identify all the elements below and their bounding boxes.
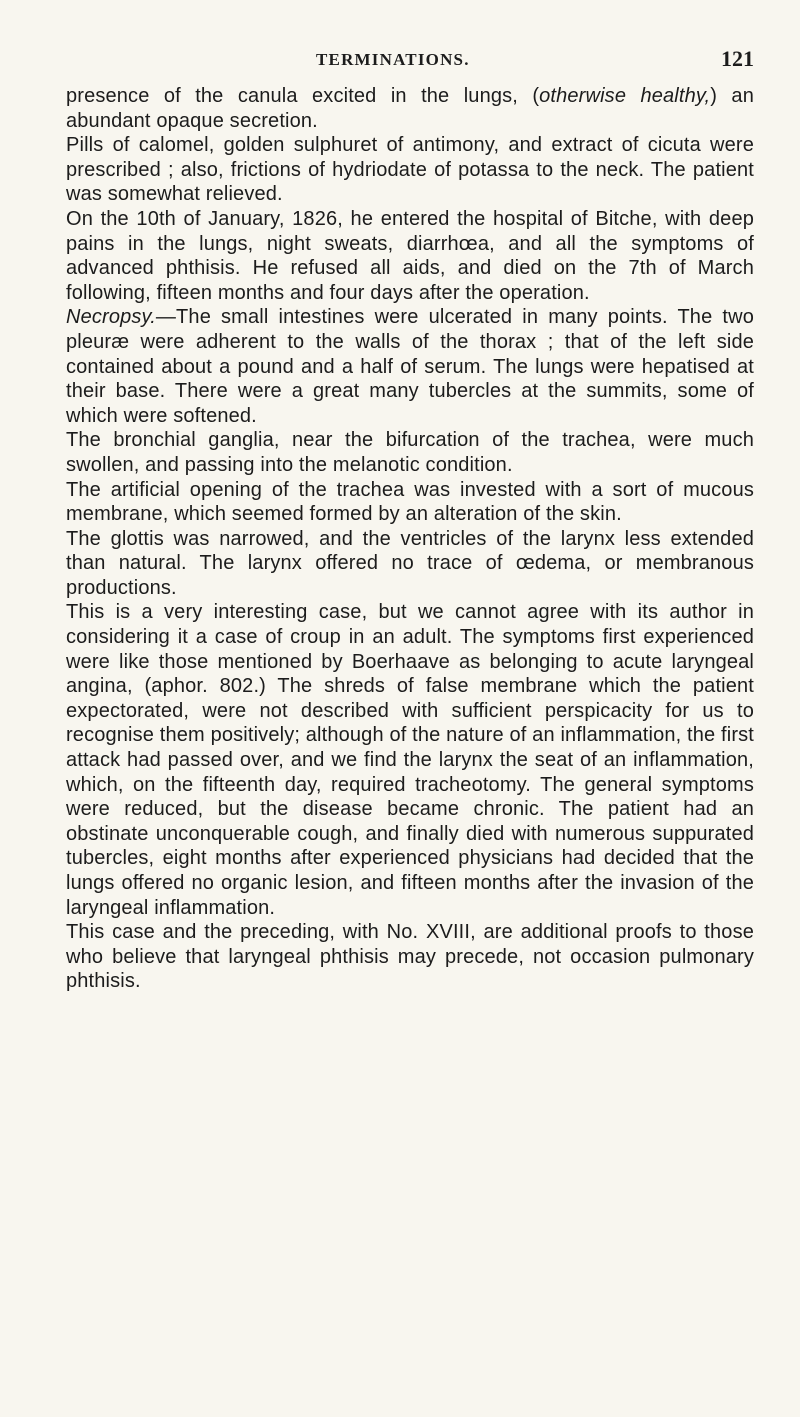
paragraph-5: The bronchial ganglia, near the bifurcation of the trachea, were much swollen, and passing into the melanotic condition. [66,429,754,476]
paragraph-6: The artificial opening of the trachea was invested with a sort of mucous membrane, which seemed formed by an alteration of the skin. [66,478,754,526]
page-header [64,46,754,78]
paragraph-necropsy: Necropsy.—The small intestines were ulcerated in many points. The two pleuræ were adherent to the walls of the thorax ; that of the left side contained about a pound and a half of serum. The lungs were hepatised at their base. There were a great many tubercles at the summits, some of which were softened. [66,306,754,427]
paragraph-7: The glottis was narrowed, and the ventricles of the larynx less extended than natural. The larynx offered no trace of œdema, or membranous productions. [66,527,754,599]
page-number: 121 [721,46,754,71]
paragraph-1: presence of the canula excited in the lungs, (otherwise healthy,) an abundant opaque secretion. [66,85,754,132]
paragraph-9: This case and the preceding, with No. XVIII, are additional proofs to those who believe that laryngeal phthisis may precede, not occasion pulmonary phthisis. [66,921,754,993]
italic-phrase: otherwise healthy, [539,85,711,107]
running-head: TERMINATIONS. [316,50,470,69]
paragraph-2: Pills of calomel, golden sulphuret of antimony, and extract of cicuta were prescribed ; also, frictions of hydriodate of potassa to the neck. The patient was somewhat relieved. [66,134,754,206]
body-text [66,84,754,994]
paragraph-8: This is a very interesting case, but we cannot agree with its author in considering it a case of croup in an adult. The symptoms first experienced were like those mentioned by Boerhaave as belonging to acute laryngeal angina, (aphor. 802.) The shreds of false membrane which the patient expectorated, were not described with sufficient perspicacity for us to recognise them positively; although of the nature of an inflammation, the first attack had passed over, and we find the larynx the seat of an inflammation, which, on the fifteenth day, required tracheotomy. The general symptoms were reduced, but the disease became chronic. The patient had an obstinate unconquerable cough, and finally died with numerous suppurated tubercles, eight months after experienced physicians had decided that the lungs offered no organic lesion, and fifteen months after the invasion of the laryngeal inflammation. [66,601,754,919]
section-heading-necropsy: Necropsy. [66,306,156,329]
paragraph-3: On the 10th of January, 1826, he entered the hospital of Bitche, with deep pains in the lungs, night sweats, diarrhœa, and all the symptoms of advanced phthisis. He refused all aids, and died on the 7th of March following, fifteen months and four days after the operation. [66,207,754,304]
